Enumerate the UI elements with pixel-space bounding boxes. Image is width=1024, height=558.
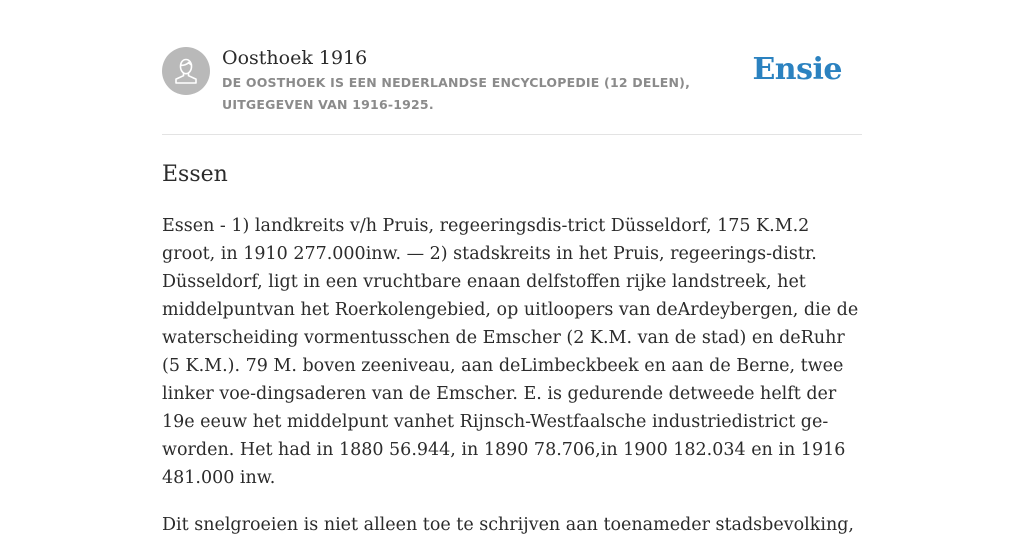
content-container (162, 0, 862, 535)
source-title[interactable]: Oosthoek 1916 (222, 47, 368, 69)
source-description: DE OOSTHOEK IS EEN NEDERLANDSE ENCYCLOPEDIE (12 DELEN), UITGEGEVEN VAN 1916-1925. (222, 75, 691, 112)
entry-paragraph: Dit snelgroeien is niet alleen toe te schrijven aan toenameder stadsbevolking, (162, 515, 854, 535)
entry-title: Essen (162, 162, 228, 187)
entry-body (162, 212, 862, 558)
entry-paragraph: Essen - 1) landkreits v/h Pruis, regeeringsdis-trict Düsseldorf, 175 K.M.2 groot, in 1910 277.000inw. — 2) stadskreits in het Pruis, regeerings-distr. Düsseldorf, ligt in een vruchtbare enaan delfstoffen rijke landstreek, het middelpuntvan het Roerkolengebied, op uitloopers van deArdeybergen, die de waterscheiding vormentusschen de Emscher (2 K.M. van de stad) en deRuhr (5 K.M.). 79 M. boven zeeniveau, aan deLimbeckbeek en aan de Berne, twee linker voe-dingsaderen van de Emscher. E. is gedurende detweede helft der 19e eeuw het middelpunt vanhet Rijnsch-Westfaalsche industriedistrict ge-worden. Het had in 1880 56.944, in 1890 78.706,in 1900 182.034 en in 1916 481.000 inw. (162, 216, 859, 488)
ensie-logo[interactable]: Ensie (752, 52, 842, 87)
source-header (162, 0, 862, 135)
source-avatar[interactable] (162, 47, 210, 95)
user-icon (162, 47, 210, 95)
